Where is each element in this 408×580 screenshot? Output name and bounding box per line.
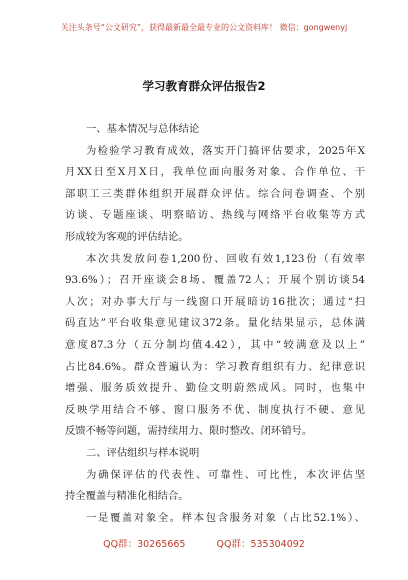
paragraph-line: 一、基本情况与总体结论	[86, 123, 200, 135]
footer-contact	[0, 536, 408, 550]
paragraph-line: 访谈、专题座谈、明察暗访、热线与网络平台收集等方式	[65, 209, 365, 222]
footer-qq-group-2: QQ群：535304092	[216, 539, 305, 550]
paragraph-line: 人次；对办事大厅与一线窗口开展暗访16批次；通过“扫	[65, 295, 365, 308]
paragraph-line: 月XX日至X月X日，我单位面向服务对象、合作单位、干	[65, 166, 365, 179]
paragraph-line: 意度87.3分（五分制均值4.42），其中“较满意及以上”	[65, 338, 365, 351]
paragraph-line: 为检验学习教育成效，落实开门搞评估要求，2025年X	[86, 144, 365, 157]
paragraph-line: 部职工三类群体组织开展群众评估。综合问卷调查、个别	[65, 187, 365, 200]
paragraph-line: 反馈不畅等问题，需持续用力、限时整改、闭环销号。	[65, 425, 313, 438]
paragraph-line: 形成较为客观的评估结论。	[65, 230, 189, 243]
paragraph-line: 一是覆盖对象全。样本包含服务对象（占比52.1%）、	[86, 511, 365, 524]
paragraph-line: 反映学用结合不够、窗口服务不优、制度执行不硬、意见	[65, 403, 365, 416]
paragraph-line: 增强、服务质效提升、勤俭文明蔚然成风。同时，也集中	[65, 382, 365, 395]
paragraph-line: 码直达”平台收集意见建议372条。量化结果显示，总体满	[65, 317, 365, 330]
paragraph-line: 占比84.6%。群众普遍认为：学习教育组织有力、纪律意识	[65, 360, 365, 373]
header-promo-note: 关注头条号“公文研究”，获得最新最全最专业的公文资料库！ 微信：gongwenyj	[60, 23, 348, 32]
paragraph-line: 93.6%）；召开座谈会8场、覆盖72人；开展个别访谈54	[65, 274, 365, 287]
document-body	[65, 119, 365, 529]
page-title: 学习教育群众评估报告2	[142, 79, 266, 93]
footer-qq-group-1: QQ群：30265665	[103, 539, 186, 550]
paragraph-line: 二、评估组织与样本说明	[86, 446, 200, 459]
paragraph-line: 为确保评估的代表性、可靠性、可比性，本次评估坚	[86, 468, 365, 481]
paragraph-line: 本次共发放问卷1,200份、回收有效1,123份（有效率	[86, 252, 365, 265]
paragraph-line: 持全覆盖与精准化相结合。	[65, 490, 189, 503]
